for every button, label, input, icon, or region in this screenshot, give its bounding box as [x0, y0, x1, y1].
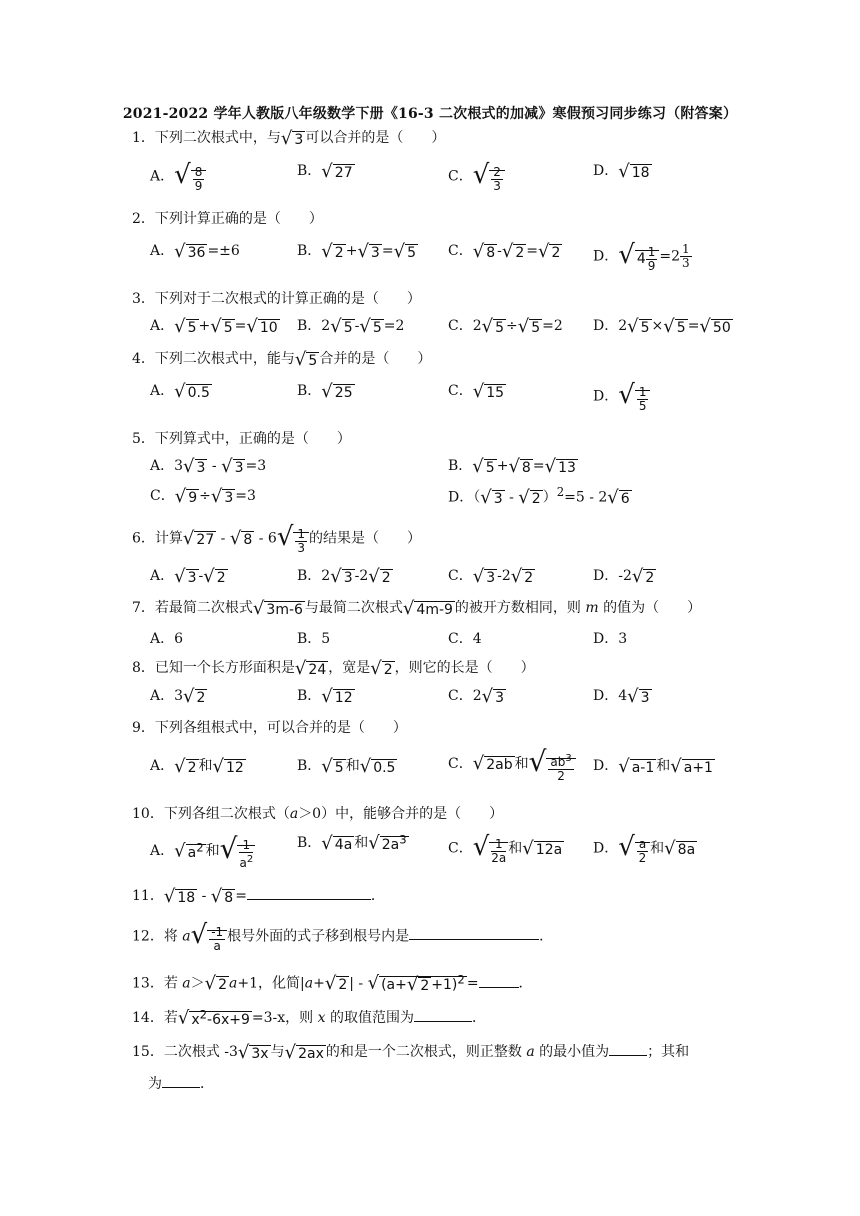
- question-8-stem: 8．已知一个长方形面积是√ 24 ，宽是√ 2 ，则它的长是（ ）: [132, 657, 535, 679]
- q9-option-c: C．√ 2ab 和√ $\frac{ab^3}{2}$: [448, 745, 576, 783]
- q6-option-c: C．√ 3 -2√ 2: [448, 565, 534, 587]
- q8-option-d: D．4√ 3: [593, 685, 650, 707]
- question-12: 12．将 a√ $\frac{-1}{a}$ 根号外面的式子移到根号内是 ．: [132, 920, 554, 953]
- q6-option-a: A．√ 3 -√ 2: [150, 565, 226, 587]
- q4-option-a: A．√ 0.5: [150, 380, 210, 402]
- q3-option-c: C．2√ 5 ÷√ 5 =2: [448, 315, 563, 337]
- q5-option-c: C．√ 9 ÷√ 3 =3: [150, 485, 256, 507]
- q3-option-b: B．2√ 5 -√ 5 =2: [297, 315, 405, 337]
- worksheet-title: 2021-2022 学年人教版八年级数学下册《16-3 二次根式的加减》寒假预习同步练习（附答案）: [122, 106, 738, 122]
- q7-option-b: B．5: [297, 631, 331, 647]
- q5-option-d: D．（√ 3 - √ 2 ）$^2$=5 - 2√ 6: [448, 485, 630, 509]
- question-7-stem: 7．若最简二次根式√ 3m-6 与最简二次根式√ 4m-9 的被开方数相同，则 m 的值为（ ）: [132, 597, 702, 619]
- q3-option-d: D．2√ 5 ×√ 5 =√ 50: [593, 315, 731, 337]
- q9-option-a: A．√ 2 和√ 12: [150, 755, 244, 777]
- q1-option-a: A．√ $\frac{8}{9}$: [150, 160, 206, 193]
- q6-option-d: D．-2√ 2: [593, 565, 655, 587]
- question-8-options: [150, 685, 750, 721]
- answer-blank[interactable]: [414, 1021, 472, 1022]
- question-10-options: [150, 832, 750, 868]
- question-1-options: [150, 160, 750, 196]
- question-2-options: [150, 240, 750, 276]
- q4-option-d: D．√ $\frac{1}{5}$: [593, 380, 650, 413]
- q10-option-d: D．√ $\frac{a}{2}$ 和√ 8a: [593, 832, 696, 865]
- question-9-options: [150, 745, 750, 791]
- question-4-options: [150, 380, 750, 416]
- question-3-stem: 3．下列对于二次根式的计算正确的是（ ）: [132, 291, 421, 307]
- answer-blank[interactable]: [247, 899, 371, 900]
- answer-blank[interactable]: [409, 939, 539, 940]
- question-5-stem: 5．下列算式中，正确的是（ ）: [132, 431, 351, 447]
- answer-blank[interactable]: [479, 987, 519, 988]
- q4-option-c: C．√ 15: [448, 380, 505, 402]
- question-10-stem: 10．下列各组二次根式（a＞0）中，能够合并的是（ ）: [132, 806, 504, 822]
- q8-option-a: A．3√ 2: [150, 685, 206, 707]
- q7-option-c: C．4: [448, 631, 482, 647]
- question-13: 13．若 a＞√ 2 a+1，化简|a+√ 2 | - √ (a+√ 2 +1)$^2$ = ．: [132, 972, 533, 996]
- q8-option-c: C．2√ 3: [448, 685, 505, 707]
- question-6-stem: 6．计算√ 27 - √ 8 - 6√ $\frac{1}{3}$ 的结果是（ ）: [132, 522, 422, 555]
- question-3-options: [150, 315, 750, 351]
- q7-option-d: D．3: [593, 631, 628, 647]
- q1-option-d: D．√ 18: [593, 160, 650, 182]
- question-9-stem: 9．下列各组根式中，可以合并的是（ ）: [132, 720, 407, 736]
- question-1-stem: 1．下列二次根式中，与√ 3 可以合并的是（ ）: [132, 127, 446, 149]
- q2-option-c: C．√ 8 -√ 2 =√ 2: [448, 240, 561, 262]
- q3-option-a: A．√ 5 +√ 5 =√ 10: [150, 315, 278, 337]
- question-15-line-1: 15．二次根式 -3√ 3x 与√ 2ax 的和是一个二次根式，则正整数 a 的最小值为 ；其和: [132, 1041, 690, 1063]
- q6-option-b: B．2√ 3 -2√ 2: [297, 565, 391, 587]
- question-2-stem: 2．下列计算正确的是（ ）: [132, 211, 323, 227]
- q4-option-b: B．√ 25: [297, 380, 353, 402]
- answer-blank[interactable]: [162, 1087, 200, 1088]
- q2-option-d: D．√ 4 $\frac{1}{9}$ =2 $\frac{1}{3}$: [593, 240, 690, 273]
- answer-blank[interactable]: [609, 1055, 647, 1056]
- question-6-options: [150, 565, 750, 601]
- q2-option-b: B．√ 2 +√ 3 =√ 5: [297, 240, 416, 262]
- question-14: 14．若√ $x^2-6x+9 =3-x$，则 x 的取值范围为 ．: [132, 1007, 486, 1029]
- question-4-stem: 4．下列二次根式中，能与√ 5 合并的是（ ）: [132, 348, 432, 370]
- question-15-line-2: 为 ．: [148, 1076, 214, 1092]
- q10-option-c: C．√ $\frac{1}{2a}$ 和√ 12a: [448, 832, 563, 865]
- q10-option-a: A．√ $a^2$ 和√ $\frac{1}{a^2}$: [150, 832, 254, 870]
- q10-option-b: B．√ 4a 和√ $2a^3$: [297, 832, 407, 854]
- q5-option-b: B．√ 5 +√ 8 =√ 13: [448, 455, 576, 477]
- q5-option-a: A．3√ 3 - √ 3 =3: [150, 455, 267, 477]
- q1-option-c: C．√ $\frac{2}{3}$: [448, 160, 505, 193]
- q9-option-b: B．√ 5 和√ 0.5: [297, 755, 396, 777]
- q2-option-a: A．√ 36 =±6: [150, 240, 240, 262]
- q7-option-a: A．6: [150, 631, 184, 647]
- q8-option-b: B．√ 12: [297, 685, 353, 707]
- q1-option-b: B．√ 27: [297, 160, 353, 182]
- question-11: 11．√ 18 - √ 8 = ．: [132, 885, 385, 907]
- q9-option-d: D．√ a-1 和√ a+1: [593, 755, 713, 777]
